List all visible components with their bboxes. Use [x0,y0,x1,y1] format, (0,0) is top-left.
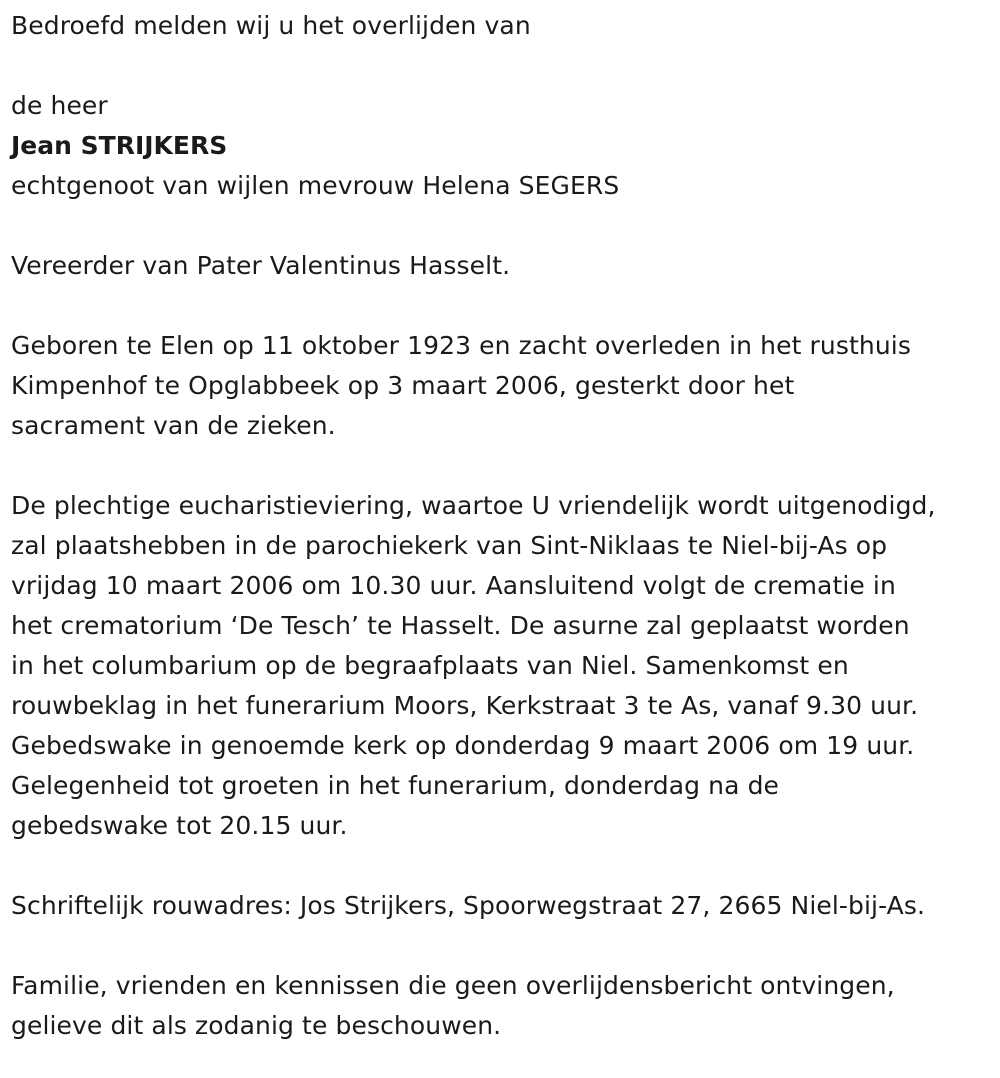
paragraph-line: gelieve dit als zodanig te beschouwen. [11,1011,502,1040]
paragraph-line: Gebedswake in genoemde kerk op donderdag 9 maart 2006 om 19 uur. [11,731,915,760]
devotion-line: Vereerder van Pater Valentinus Hasselt. [11,251,511,280]
deceased-name: Jean STRIJKERS [11,131,228,160]
paragraph-line: zal plaatshebben in de parochiekerk van Sint-Niklaas te Niel-bij-As op [11,531,888,560]
death-notice [11,6,996,1046]
paragraph-line: Gelegenheid tot groeten in het funerarium, donderdag na de [11,771,780,800]
salutation: de heer [11,91,108,120]
spouse-line: echtgenoot van wijlen mevrouw Helena SEGERS [11,171,620,200]
spacer [11,446,996,486]
paragraph-line: sacrament van de zieken. [11,411,336,440]
paragraph-line: rouwbeklag in het funerarium Moors, Kerkstraat 3 te As, vanaf 9.30 uur. [11,691,919,720]
paragraph-line: Geboren te Elen op 11 oktober 1923 en zacht overleden in het rusthuis [11,331,911,360]
spacer [11,286,996,326]
address-line: Schriftelijk rouwadres: Jos Strijkers, Spoorwegstraat 27, 2665 Niel-bij-As. [11,891,926,920]
paragraph-line: De plechtige eucharistieviering, waartoe U vriendelijk wordt uitgenodigd, [11,491,936,520]
birth-death-paragraph [11,326,996,446]
spacer [11,46,996,86]
paragraph-line: Familie, vrienden en kennissen die geen overlijdensbericht ontvingen, [11,971,895,1000]
paragraph-line: Kimpenhof te Opglabbeek op 3 maart 2006, gesterkt door het [11,371,795,400]
intro-text: Bedroefd melden wij u het overlijden van [11,11,531,40]
paragraph-line: in het columbarium op de begraafplaats van Niel. Samenkomst en [11,651,849,680]
closing-paragraph [11,966,996,1046]
ceremony-paragraph [11,486,996,846]
spacer [11,926,996,966]
paragraph-line: vrijdag 10 maart 2006 om 10.30 uur. Aansluitend volgt de crematie in [11,571,896,600]
spacer [11,846,996,886]
paragraph-line: het crematorium ‘De Tesch’ te Hasselt. De asurne zal geplaatst worden [11,611,910,640]
spacer [11,206,996,246]
paragraph-line: gebedswake tot 20.15 uur. [11,811,348,840]
